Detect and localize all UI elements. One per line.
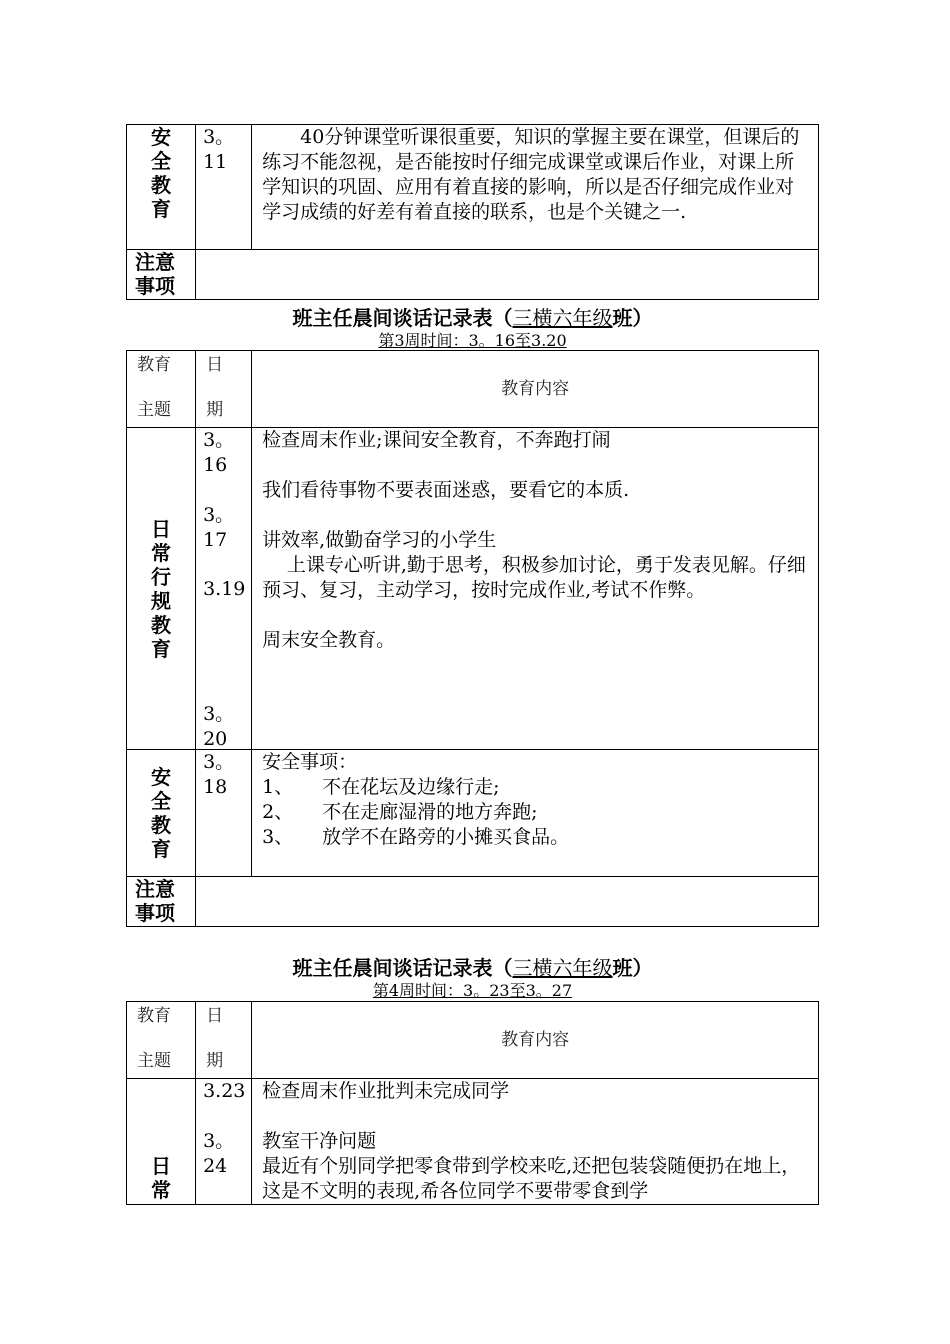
header-date-top: 日 <box>206 355 224 375</box>
header-topic-top: 教育 <box>137 1006 171 1026</box>
header-date-bottom: 期 <box>206 400 224 420</box>
week3-title <box>126 302 819 331</box>
daily-line-1: 检查周末作业;课间安全教育，不奔跑打闹 <box>262 429 611 451</box>
daily-topic-cell <box>127 428 196 750</box>
header-content: 教育内容 <box>501 378 570 399</box>
safety-item-1-text: 不在花坛及边缘行走; <box>322 776 500 798</box>
safety-heading: 安全事项： <box>262 751 358 773</box>
header-topic-top: 教育 <box>137 355 171 375</box>
daily-date-2: 3。 24 <box>203 1130 235 1177</box>
daily-dates-cell <box>196 428 252 750</box>
daily-topic: 日常 <box>151 1154 172 1202</box>
week4-table <box>126 1001 819 1205</box>
week3-subtitle: 第3周时间：3。16至3.20 <box>378 331 567 350</box>
header-date-cell <box>196 351 252 428</box>
week4-title-class: 三横六年级 <box>512 956 613 980</box>
safety-date-cell <box>196 125 252 250</box>
week3-title-prefix: 班主任晨间谈话记录表（ <box>292 306 513 330</box>
daily-row <box>127 428 819 750</box>
daily-date-1: 3.23 <box>203 1080 246 1102</box>
daily-content-cell <box>252 1079 819 1205</box>
notes-label: 注意事项 <box>135 877 175 925</box>
daily-topic: 日常行规教育 <box>151 516 172 661</box>
safety-row <box>127 125 819 250</box>
daily-date-2: 3。 17 <box>203 504 235 551</box>
notes-label: 注意事项 <box>135 250 175 298</box>
daily-line-2: 教室干净问题 <box>262 1130 377 1152</box>
header-date-bottom: 期 <box>206 1051 224 1071</box>
safety-item-3 <box>262 825 810 850</box>
header-date-top: 日 <box>206 1006 224 1026</box>
safety-date: 3。 11 <box>203 126 235 173</box>
notes-row <box>127 250 819 300</box>
daily-content-cell <box>252 428 819 750</box>
header-row <box>127 351 819 428</box>
notes-content-cell <box>196 250 819 300</box>
daily-line-2: 我们看待事物不要表面迷惑，要看它的本质. <box>262 479 630 501</box>
daily-date-3: 3.19 <box>203 578 246 600</box>
header-topic-cell <box>127 1002 196 1079</box>
safety-item-1 <box>262 775 810 800</box>
safety-item-2-text: 不在走廊湿滑的地方奔跑; <box>322 801 538 823</box>
daily-line-3: 讲效率,做勤奋学习的小学生 <box>262 529 497 551</box>
header-content-cell <box>252 351 819 428</box>
safety-date: 3。 18 <box>203 751 235 798</box>
header-topic-cell <box>127 351 196 428</box>
daily-row <box>127 1079 819 1205</box>
week4-title <box>126 952 819 981</box>
safety-topic: 安全教育 <box>151 765 172 861</box>
daily-line-3: 最近有个别同学把零食带到学校来吃,还把包装袋随便扔在地上，这是不文明的表现,希各位同学不要带零食到学 <box>262 1155 801 1202</box>
notes-content-cell <box>196 877 819 927</box>
header-topic-bottom: 主题 <box>137 400 171 420</box>
daily-topic-cell <box>127 1079 196 1205</box>
daily-dates-cell <box>196 1079 252 1205</box>
safety-item-1-num: 1、 <box>262 776 294 798</box>
safety-topic-cell <box>127 125 196 250</box>
header-content: 教育内容 <box>501 1029 570 1050</box>
safety-content-cell <box>252 125 819 250</box>
week3-title-class: 三横六年级 <box>512 306 613 330</box>
daily-line-5: 周末安全教育。 <box>262 629 396 651</box>
daily-line-1: 检查周末作业批判未完成同学 <box>262 1080 510 1102</box>
notes-label-cell <box>127 250 196 300</box>
safety-topic-cell <box>127 750 196 877</box>
week4-title-prefix: 班主任晨间谈话记录表（ <box>292 956 513 980</box>
week4-title-suffix: 班） <box>612 956 653 980</box>
week4-subtitle: 第4周时间：3。23至3。27 <box>372 981 573 1000</box>
notes-label-cell <box>127 877 196 927</box>
daily-date-4: 3。 20 <box>203 703 235 750</box>
safety-item-3-num: 3、 <box>262 826 294 848</box>
week3-title-suffix: 班） <box>612 306 653 330</box>
header-topic-bottom: 主题 <box>137 1051 171 1071</box>
safety-row <box>127 750 819 877</box>
header-date-cell <box>196 1002 252 1079</box>
safety-content: 40分钟课堂听课很重要，知识的掌握主要在课堂，但课后的练习不能忽视，是否能按时仔细完成课堂或课后作业，对课上所学知识的巩固、应用有着直接的影响，所以是否仔细完成作业对学习成绩的好差有着直接的联系，也是个关键之一. <box>262 126 800 223</box>
safety-item-2-num: 2、 <box>262 801 294 823</box>
safety-topic: 安全教育 <box>151 125 172 221</box>
header-row <box>127 1002 819 1079</box>
safety-item-2 <box>262 800 810 825</box>
safety-item-3-text: 放学不在路旁的小摊买食品。 <box>322 826 570 848</box>
daily-date-1: 3。 16 <box>203 429 235 476</box>
safety-content-cell <box>252 750 819 877</box>
notes-row <box>127 877 819 927</box>
header-content-cell <box>252 1002 819 1079</box>
safety-date-cell <box>196 750 252 877</box>
week2-table-continued <box>126 124 819 300</box>
daily-line-4: 上课专心听讲,勤于思考，积极参加讨论，勇于发表见解。仔细预习、复习，主动学习，按时完成作业,考试不作弊。 <box>262 554 806 601</box>
week3-table <box>126 350 819 927</box>
